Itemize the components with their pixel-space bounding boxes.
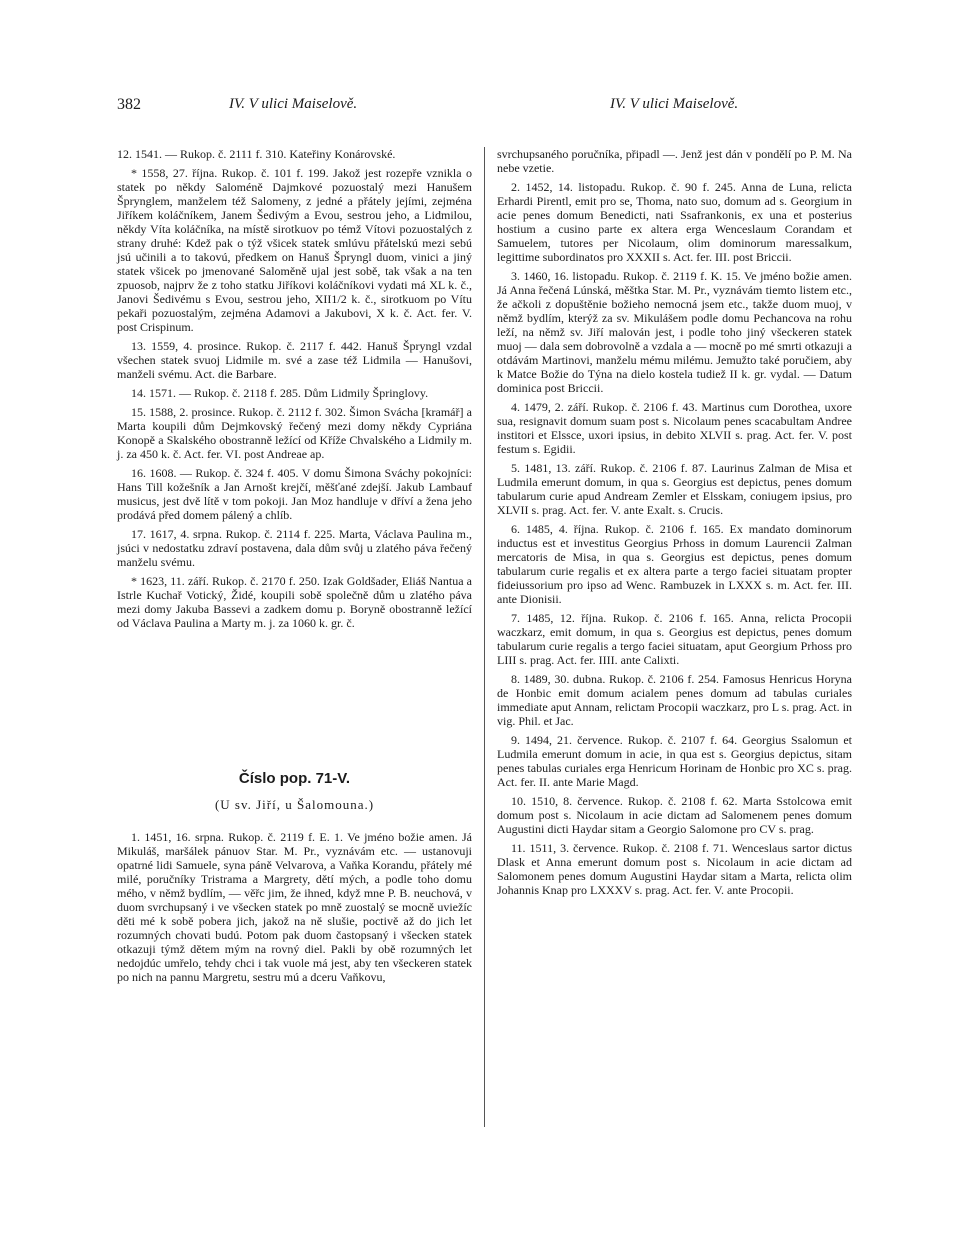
entry-paragraph: 3. 1460, 16. listopadu. Rukop. č. 2119 f. K. 15. Ve jméno božie amen. Já Anna řečená Lúnská, měštka Star. M. Pr., vyznávám tiemto listem etc., že ačkoli z dopuštěnie božieho nemocná jsem etc., takže duom muoj, v němž bydlím, kterýž za sv. Mikulášem podle domu Pechancova na rohu leží, na němž sv. Jiří malován jest, i podle toho jiný všeckeren statek muoj — dala sem dobrovolně a vzdala a — mocně po mé smrti otkazuji a otdávám Martinovi, manželu mému milému. Jemužto také poručiem, aby k Matce Božie do Týna na dielo kostela tudiež II k. gr. vydal. — Datum dominica post Briccii. bbox=[497, 269, 852, 395]
entry-paragraph: 2. 1452, 14. listopadu. Rukop. č. 90 f. 245. Anna de Luna, relicta Erhardi Pirentl, emit pro se, Thoma, nato suo, domum ad s. Georgium in acie penes domum Benedicti, nati Ssafrankonis, ex una et posterius hostium a cusino parte ex altera erga Wenceslaum Corandam et Samuelem, tutores per Nicolaum, olim dominorum maressalkum, legittime subordinatos pro XXXII s. Act. fer. III. post Briccii. bbox=[497, 180, 852, 264]
entry-paragraph: 5. 1481, 13. září. Rukop. č. 2106 f. 87. Laurinus Zalman de Misa et Ludmila emerunt domum, in qua s. Georgius est depictus, penes domum tabularum curie apud Andream Zemler et Elsskam, coniugem ipsius, pro XLVII s. prag. Act. fer. V. ante Exalt. s. Crucis. bbox=[497, 461, 852, 517]
entry-paragraph: * 1558, 27. října. Rukop. č. 101 f. 199. Jakož jest rozepře vznikla o statek po někdy Saloméně Dajmkové pozuostalý mezi Hanušem Šprynglem, manželem též Salomeny, z jedné a přátely jejími, zejména Jiříkem koláčníkem, Janem Šedivým a Evou, sestrou jeho, a Lidmilou, někdy Víta koláčníka, na místě sirotkuov po témž Vítovi pozuostalých z strany druhé: Kdež pak o týž všicek statek smlúvu přátelskú mezi sebú jsú učinili a to takovú, předkem on Hanuš Špryngl duom, vinici a jiný statek všicek po jmenované Saloměně ujal jest sobě, tak však a na ten zpuosob, najprv že z toho statku Jiříkovi koláčníkovi vydati má XL k. č., Janovi Šedivému s Evou, sestrou jeho, XII1/2 k. č., sirotkuom po Vítu pekaři pozuostalým, zejména Adamovi a Jakubovi, X k. č. Act. fer. V. post Crispinum. bbox=[117, 166, 472, 334]
page-number: 382 bbox=[117, 96, 141, 113]
entry-paragraph: 9. 1494, 21. července. Rukop. č. 2107 f. 64. Georgius Ssalomun et Ludmila emerunt domum in acie, in qua est s. Georgius depictus, sitam penes tabulas curiales erga Henricum Horinam de Honbic pro XC s. prag. Act. fer. II. ante Marie Magd. bbox=[497, 733, 852, 789]
page-header bbox=[0, 96, 960, 120]
entry-paragraph: 8. 1489, 30. dubna. Rukop. č. 2106 f. 254. Famosus Henricus Horyna de Honbic emit domum acialem penes domum ad tabulas curiales immediate aput Annam, relictam Procopii waczkarz, pro L s. prag. Act. in vig. Phil. et Jac. bbox=[497, 672, 852, 728]
left-column bbox=[117, 147, 472, 635]
section-subtitle: (U sv. Jiří, u Šalomouna.) bbox=[214, 797, 375, 812]
left-column-continued bbox=[117, 830, 472, 989]
right-column bbox=[497, 147, 852, 902]
entry-paragraph: 14. 1571. — Rukop. č. 2118 f. 285. Dům Lidmily Špringlovy. bbox=[131, 386, 429, 400]
entry-paragraph: 10. 1510, 8. července. Rukop. č. 2108 f. 62. Marta Sstolcowa emit domum post s. Nicolaum in acie dictam ad Salomenem penes domum Augustini dicti Haydar sitam a Georgio Salomone pro CV s. prag. bbox=[497, 794, 852, 836]
entry-paragraph: 16. 1608. — Rukop. č. 324 f. 405. V domu Šimona Sváchy pokojníci: Hans Till kožešník a Jan Arnošt krejčí, měšťané zdejší. Jakub Lambauf musicus, jest dvě lítě v tom pokoji. Jan Moz handluje v dříví a žena jeho prodává před domem pálený a chlíb. bbox=[117, 466, 472, 522]
entry-paragraph: svrchupsaného poručníka, připadl —. Jenž jest dán v pondělí po P. M. Na nebe vzetie. bbox=[497, 147, 852, 175]
entry-paragraph: 7. 1485, 12. října. Rukop. č. 2106 f. 165. Anna, relicta Procopii waczkarz, emit domum, in qua s. Georgius est depictus, penes domum tabularum curie regalis a tergo faciei situatam, aput Georgium Prhoss pro LIII s. prag. Act. fer. IIII. ante Calixti. bbox=[497, 611, 852, 667]
entry-paragraph: 6. 1485, 4. října. Rukop. č. 2106 f. 165. Ex mandato dominorum inductus est et investitus Georgius Prhoss in domum Laurencii Zalman mercatoris de Misa, in qua s. Georgius est depictus, penes domum tabularum curie regalis et ex altera parte a tergo faciei situatam propter fideiussorium pro ipso ad Wenc. Rambuzek in LXXX s. m. Act. fer. III. ante Dionisii. bbox=[497, 522, 852, 606]
entry-paragraph: 15. 1588, 2. prosince. Rukop. č. 2112 f. 302. Šimon Svácha [kramář] a Marta koupili dům Dejmkovský řečený mezi domy někdy Cypriána Konopě a Skalského obostranně ležící od Kříže Chvalského a Lidmily m. j. za 450 k. č. Act. fer. VI. post Andreae ap. bbox=[117, 405, 472, 461]
entry-paragraph: 12. 1541. — Rukop. č. 2111 f. 310. Kateřiny Konárovské. bbox=[117, 147, 396, 161]
entry-paragraph: 11. 1511, 3. července. Rukop. č. 2108 f. 71. Wenceslaus sartor dictus Dlask et Anna emerunt domum post s. Nicolaum in acie dictam ad Salomonem penes domum Augustini Haydar sitam a Marta, relicta olim Johannis Knap pro LXXXV s. prag. Act. fer. V. ante Procopii. bbox=[497, 841, 852, 897]
column-divider bbox=[484, 147, 485, 1127]
running-title-right: IV. V ulici Maiselově. bbox=[610, 96, 739, 112]
entry-paragraph: 13. 1559, 4. prosince. Rukop. č. 2117 f. 442. Hanuš Špryngl vzdal všechen statek svuoj Lidmile m. své a zase též Lidmila — Hanušovi, manželi svému. Act. die Barbare. bbox=[117, 339, 472, 381]
entry-paragraph: 4. 1479, 2. září. Rukop. č. 2106 f. 43. Martinus cum Dorothea, uxore sua, resignavit domum suam post s. Nicolaum penes scacabultam Andree institori et Elssce, uxori ipsius, in debito XLVII s. prag. Act. fer. V. post festum s. Egidii. bbox=[497, 400, 852, 456]
section-title: Číslo pop. 71-V. bbox=[238, 770, 351, 787]
entry-paragraph: 1. 1451, 16. srpna. Rukop. č. 2119 f. E. 1. Ve jméno božie amen. Já Mikuláš, maršálek pánuov Star. M. Pr., vyznávám etc. — ustanovuji opatrné lidi Samuele, syna páně Velvarova, a Vaňka Korandu, přátely mé milé, poručníky Tristrama a Margrety, dětí mých, a podle toho domu mého, v němž bydlím, — věřc jim, že ihned, když mne P. B. neuchová, v duom svrchupsaný i ve všecken statek po mně zuostalý se mocně uviežíc děti mé k sobě pobera jich, jakož na ně slušie, poctivě až do jich let rozumných chovati budú. Potom pak duom častopsaný i všecken statek otkazuji týmž dětem mým na rovný diel. Pakli by obě rozumných let nedojdúc umřelo, tehdy chci i tak vuole má jest, aby ten všeckeren statek po nich na pannu Margretu, sestru mú a dceru Vaňkovu, bbox=[117, 830, 472, 984]
entry-paragraph: * 1623, 11. září. Rukop. č. 2170 f. 250. Izak Goldšader, Eliáš Nantua a Istrle Kuchař Votický, Židé, koupili sobě společně dům u zlatého páva mezi domy Jakuba Bassevi a zadkem domu p. Boryně obostranně ležící od Václava Paulina a Marty m. j. za 1060 k. gr. č. bbox=[117, 574, 472, 630]
entry-paragraph: 17. 1617, 4. srpna. Rukop. č. 2114 f. 225. Marta, Václava Paulina m., jsúci v nedostatku zdraví postavena, dala dům svůj u zlatého páva řečený manželu svému. bbox=[117, 527, 472, 569]
running-title-left: IV. V ulici Maiselově. bbox=[229, 96, 358, 112]
